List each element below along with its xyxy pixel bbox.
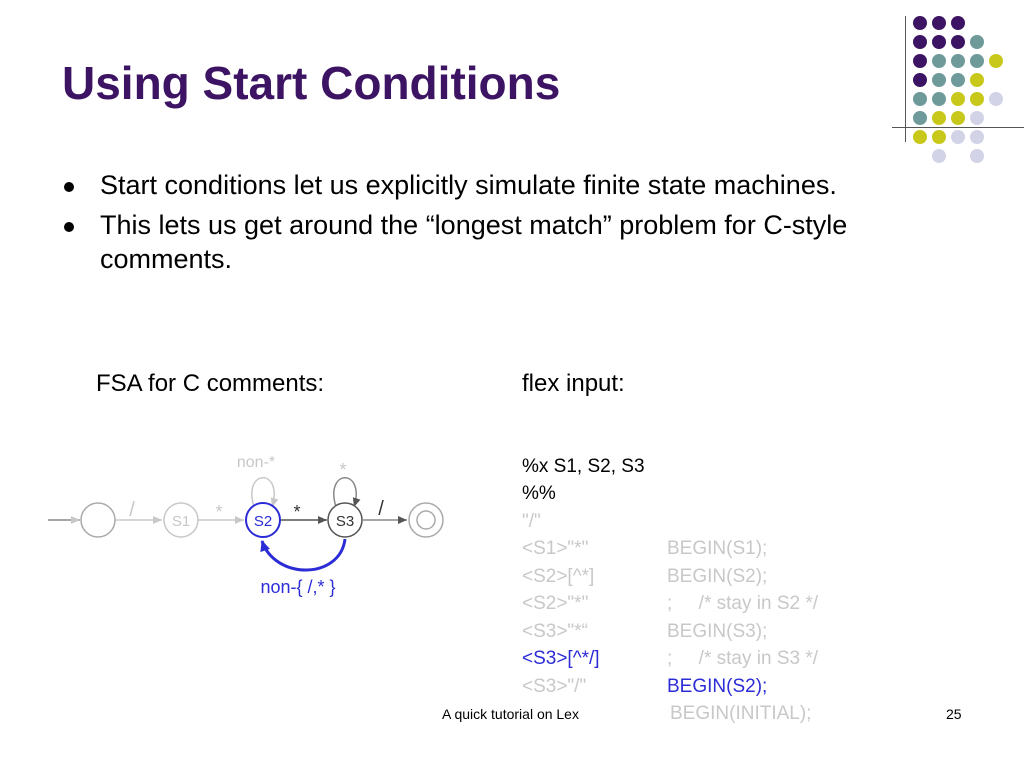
code-header-line: %% bbox=[522, 483, 556, 504]
bullet-text: This lets us get around the “longest match” problem for C-style comments. bbox=[100, 210, 848, 274]
rule-action: BEGIN(S2); bbox=[667, 675, 768, 697]
flex-code-block bbox=[522, 425, 819, 724]
state-start bbox=[81, 503, 115, 537]
decor-dot bbox=[951, 92, 965, 106]
code-line bbox=[522, 453, 556, 504]
state-final-outer bbox=[409, 503, 443, 537]
slide-title: Using Start Conditions bbox=[62, 57, 561, 109]
decor-dot bbox=[932, 130, 946, 144]
label-s1-to-s2: * bbox=[215, 502, 223, 522]
decor-dot bbox=[951, 54, 965, 68]
code-rule bbox=[522, 480, 768, 559]
decor-dot bbox=[932, 16, 946, 30]
label-s2-loop: non-* bbox=[236, 454, 276, 471]
bullet-dot-icon bbox=[64, 222, 74, 232]
decor-dot bbox=[970, 111, 984, 125]
edge-s3-to-s2 bbox=[262, 539, 345, 570]
state-s2-label: S2 bbox=[253, 513, 273, 530]
decor-dot bbox=[913, 54, 927, 68]
rule-pattern: <S2>[^*] bbox=[522, 565, 595, 587]
footer-text: A quick tutorial on Lex bbox=[442, 706, 579, 722]
decor-dot bbox=[913, 16, 927, 30]
decor-dot bbox=[989, 92, 1003, 106]
label-s2-to-s3: * bbox=[293, 502, 301, 522]
decor-dot bbox=[932, 111, 946, 125]
rule-pattern: <S1>"*" bbox=[522, 538, 589, 559]
rule-action: ; /* stay in S2 */ bbox=[667, 593, 819, 614]
label-start-to-s1: / bbox=[129, 499, 135, 521]
rule-action: BEGIN(S2); bbox=[667, 565, 768, 587]
bullet-dot-icon bbox=[64, 182, 74, 192]
rule-action: BEGIN(INITIAL); bbox=[670, 703, 812, 724]
rule-pattern: <S3>"/" bbox=[522, 675, 587, 697]
decor-vertical-line bbox=[905, 16, 906, 142]
rule-pattern: <S3>"*“ bbox=[522, 620, 588, 642]
code-header-line: %x S1, S2, S3 bbox=[522, 455, 645, 477]
decor-dot bbox=[932, 149, 946, 163]
flex-heading: flex input: bbox=[522, 370, 625, 397]
decor-dot bbox=[951, 16, 965, 30]
rule-action: BEGIN(S3); bbox=[667, 620, 768, 642]
decor-dot bbox=[932, 54, 946, 68]
code-line bbox=[522, 425, 645, 477]
decor-dot bbox=[970, 92, 984, 106]
decor-dot bbox=[951, 73, 965, 87]
decor-dot bbox=[970, 54, 984, 68]
state-s1-label: S1 bbox=[171, 513, 191, 530]
label-s3-to-final: / bbox=[378, 498, 384, 520]
page-number: 25 bbox=[946, 706, 962, 722]
decor-dot bbox=[913, 73, 927, 87]
bullet-list bbox=[62, 168, 912, 282]
rule-pattern: <S3>[^*/] bbox=[522, 648, 600, 669]
decor-dot bbox=[913, 35, 927, 49]
decor-dot bbox=[913, 111, 927, 125]
rule-action: BEGIN(S1); bbox=[667, 538, 768, 559]
rule-action: ; /* stay in S3 */ bbox=[667, 648, 819, 669]
decor-dot bbox=[932, 92, 946, 106]
rule-pattern: "/" bbox=[522, 510, 541, 532]
decor-dot bbox=[932, 35, 946, 49]
decor-dot bbox=[970, 73, 984, 87]
decor-dot bbox=[989, 54, 1003, 68]
state-s3-label: S3 bbox=[335, 513, 355, 530]
decor-dot bbox=[951, 111, 965, 125]
decor-horizontal-line bbox=[892, 127, 1024, 128]
decor-dot bbox=[970, 130, 984, 144]
fsa-heading: FSA for C comments: bbox=[96, 370, 325, 397]
decor-dot bbox=[932, 73, 946, 87]
label-s3-loop: * bbox=[339, 460, 347, 480]
decor-dot bbox=[913, 92, 927, 106]
decor-dot bbox=[970, 149, 984, 163]
bullet-text: Start conditions let us explicitly simulate finite state machines. bbox=[100, 170, 837, 200]
decor-dot bbox=[970, 35, 984, 49]
decor-dot bbox=[951, 130, 965, 144]
rule-pattern: <S2>"*" bbox=[522, 593, 589, 614]
label-s3-to-s2: non-{ /,* } bbox=[260, 577, 336, 597]
decor-dot bbox=[913, 130, 927, 144]
bullet-item bbox=[62, 168, 912, 202]
decor-dot bbox=[951, 35, 965, 49]
decorative-dot-grid bbox=[0, 0, 1024, 170]
bullet-item bbox=[62, 208, 912, 276]
fsa-diagram bbox=[0, 440, 470, 610]
